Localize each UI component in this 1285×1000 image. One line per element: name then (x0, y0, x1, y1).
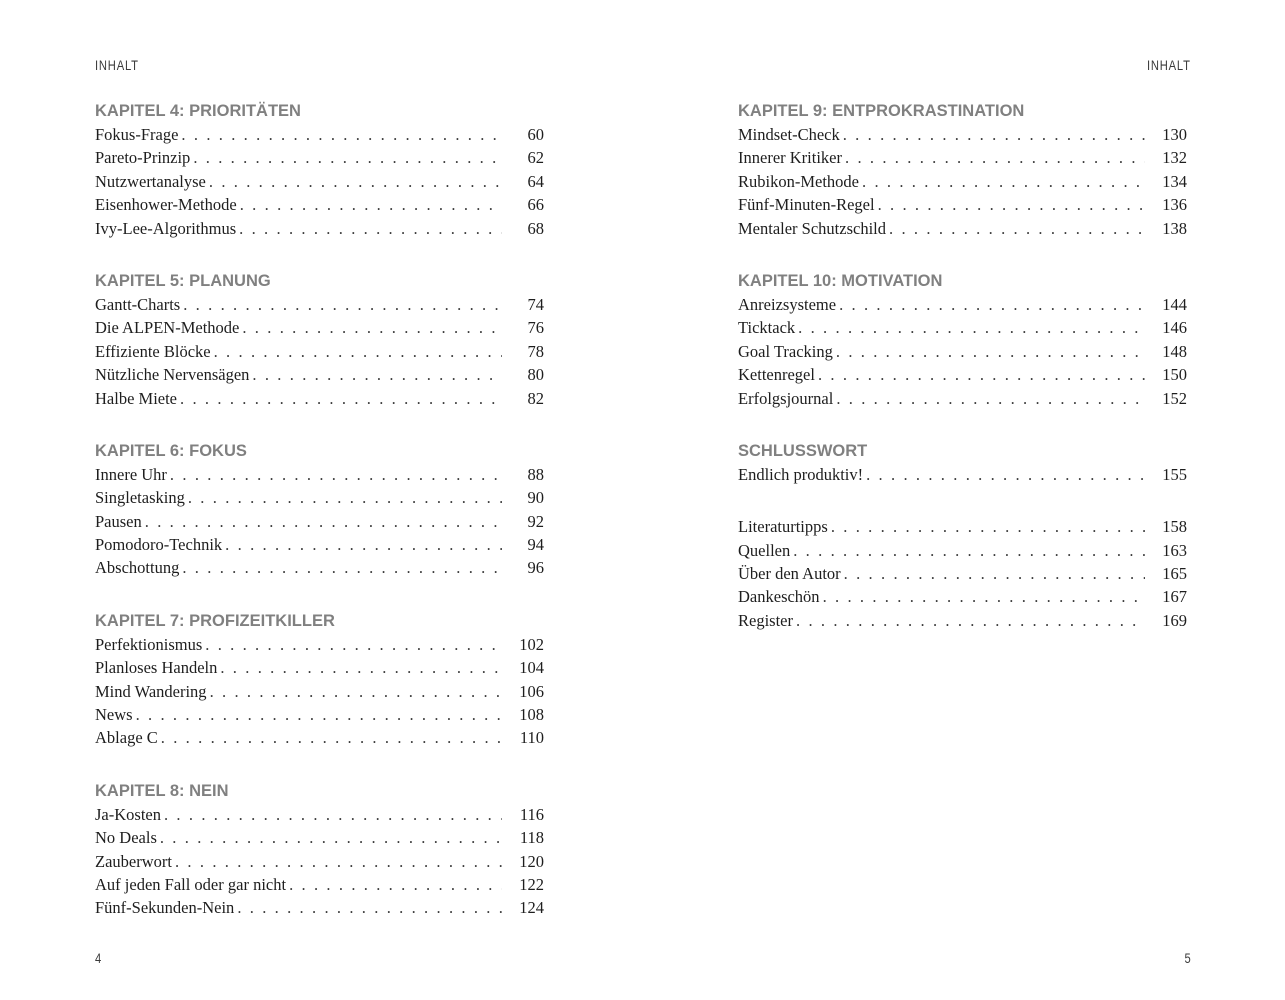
entry-title: Über den Autor (738, 564, 841, 584)
entry-page-number: 60 (527, 125, 544, 144)
dot-leader (188, 486, 502, 509)
entry-page-number: 90 (527, 488, 544, 508)
entry-page-number: 132 (1162, 148, 1187, 168)
toc-entry[interactable] (738, 193, 1187, 216)
entry-title: Kettenregel (738, 365, 815, 385)
entry-page-number: 92 (527, 511, 544, 531)
dot-leader (793, 539, 1145, 562)
entry-page-number: 130 (1162, 125, 1187, 144)
entry-page-number: 66 (527, 195, 544, 215)
entry-page-number: 167 (1162, 587, 1187, 607)
entry-page-number: 108 (519, 705, 544, 725)
toc-entry[interactable] (95, 850, 544, 873)
toc-entry[interactable] (738, 293, 1187, 316)
dot-leader (237, 896, 502, 919)
dot-leader (161, 726, 502, 749)
dot-leader (889, 217, 1145, 240)
toc-entry[interactable] (95, 703, 544, 726)
entry-title: Ablage C (95, 728, 158, 748)
entry-title: Pareto-Prinzip (95, 148, 191, 168)
entry-title: Auf jeden Fall oder gar nicht (95, 874, 287, 894)
toc-entry[interactable] (95, 217, 544, 240)
chapter-section (95, 439, 544, 580)
entry-page-number: 62 (527, 148, 544, 168)
toc-entry[interactable] (738, 217, 1187, 240)
entry-page-number: 138 (1162, 218, 1187, 238)
entry-title: Abschottung (95, 558, 180, 578)
dot-leader (839, 293, 1145, 316)
toc-entry[interactable] (95, 680, 544, 703)
toc-entry[interactable] (95, 463, 544, 486)
toc-entry[interactable] (95, 656, 544, 679)
toc-entry[interactable] (95, 170, 544, 193)
entry-page-number: 82 (527, 388, 544, 408)
page-number: 5 (1184, 950, 1191, 966)
chapter-heading: KAPITEL 5: PLANUNG (95, 271, 271, 290)
entry-page-number: 134 (1162, 171, 1187, 191)
dot-leader (145, 510, 502, 533)
dot-leader (818, 363, 1145, 386)
entry-title: Pausen (95, 511, 142, 531)
entry-page-number: 116 (519, 804, 544, 824)
entry-page-number: 78 (527, 341, 544, 361)
toc-entry[interactable] (738, 387, 1187, 410)
entry-title: Erfolgsjournal (738, 388, 834, 408)
entry-page-number: 110 (519, 728, 544, 748)
entry-page-number: 80 (527, 365, 544, 385)
entry-page-number: 169 (1162, 610, 1187, 630)
entry-page-number: 150 (1162, 365, 1187, 385)
toc-entry[interactable] (738, 340, 1187, 363)
entry-title: Rubikon-Methode (738, 171, 859, 191)
entry-page-number: 96 (527, 558, 544, 578)
entry-title: Ja-Kosten (95, 804, 161, 824)
entry-title: Endlich produktiv! (738, 464, 864, 484)
toc-entry[interactable] (738, 463, 1187, 486)
toc-entry[interactable] (95, 123, 544, 146)
entry-page-number: 146 (1162, 318, 1187, 338)
dot-leader (182, 556, 502, 579)
table-of-contents (738, 99, 1187, 661)
chapter-section (95, 779, 544, 920)
entry-title: Fünf-Sekunden-Nein (95, 898, 235, 918)
entry-title: Nützliche Nervensägen (95, 365, 250, 385)
entry-page-number: 94 (527, 535, 544, 555)
chapter-section (738, 269, 1187, 410)
entry-title: Mindset-Check (738, 125, 840, 144)
toc-entry[interactable] (738, 146, 1187, 169)
dot-leader (175, 850, 502, 873)
right-page (738, 0, 1191, 1000)
chapter-section (738, 99, 1187, 240)
entry-title: Halbe Miete (95, 388, 178, 408)
entry-title: Mind Wandering (95, 681, 207, 701)
entry-page-number: 122 (519, 874, 544, 894)
toc-entry[interactable] (95, 633, 544, 656)
entry-title: Dankeschön (738, 587, 820, 607)
toc-entry[interactable] (95, 363, 544, 386)
toc-entry[interactable] (95, 193, 544, 216)
entry-page-number: 163 (1162, 540, 1187, 560)
toc-entry[interactable] (95, 486, 544, 509)
dot-leader (220, 656, 502, 679)
dot-leader (193, 146, 502, 169)
toc-entry[interactable] (95, 533, 544, 556)
entry-page-number: 88 (527, 464, 544, 484)
toc-entry[interactable] (95, 146, 544, 169)
toc-entry[interactable] (95, 340, 544, 363)
entry-title: Eisenhower-Methode (95, 195, 237, 215)
chapter-heading: KAPITEL 9: ENTPROKRASTINATION (738, 102, 1025, 120)
entry-title: Zauberwort (95, 851, 172, 871)
dot-leader (183, 293, 502, 316)
dot-leader (181, 123, 502, 146)
toc-entry[interactable] (738, 316, 1187, 339)
entry-title: Gantt-Charts (95, 294, 181, 314)
chapter-heading: KAPITEL 8: NEIN (95, 781, 229, 800)
dot-leader (862, 170, 1145, 193)
entry-page-number: 148 (1162, 341, 1187, 361)
dot-leader (205, 633, 502, 656)
entry-page-number: 76 (527, 318, 544, 338)
chapter-heading: KAPITEL 6: FOKUS (95, 441, 247, 460)
entry-title: No Deals (95, 828, 157, 848)
entry-title: Nutzwertanalyse (95, 171, 206, 191)
dot-leader (252, 363, 502, 386)
entry-page-number: 64 (527, 171, 544, 191)
toc-entry[interactable] (95, 803, 544, 826)
chapter-heading: KAPITEL 10: MOTIVATION (738, 271, 943, 290)
chapter-section (738, 515, 1187, 632)
entry-title: Fünf-Minuten-Regel (738, 195, 875, 215)
chapter-heading: KAPITEL 7: PROFIZEITKILLER (95, 611, 335, 630)
entry-page-number: 104 (519, 658, 544, 678)
toc-entry[interactable] (95, 556, 544, 579)
dot-leader (844, 562, 1145, 585)
entry-title: Innerer Kritiker (738, 148, 842, 168)
entry-title: Singletasking (95, 488, 185, 508)
toc-entry[interactable] (738, 609, 1187, 632)
dot-leader (866, 463, 1145, 486)
entry-title: Pomodoro-Technik (95, 535, 223, 555)
entry-title: Goal Tracking (738, 341, 833, 361)
toc-entry[interactable] (738, 363, 1187, 386)
dot-leader (210, 680, 502, 703)
dot-leader (831, 515, 1145, 538)
chapter-section (95, 609, 544, 750)
entry-page-number: 120 (519, 851, 544, 871)
dot-leader (843, 123, 1145, 146)
chapter-heading: KAPITEL 4: PRIORITÄTEN (95, 102, 301, 120)
toc-entry[interactable] (95, 316, 544, 339)
dot-leader (836, 340, 1145, 363)
toc-entry[interactable] (738, 562, 1187, 585)
entry-page-number: 155 (1162, 464, 1187, 484)
entry-page-number: 165 (1162, 564, 1187, 584)
entry-title: Ivy-Lee-Algorithmus (95, 218, 237, 238)
entry-title: Anreizsysteme (738, 294, 837, 314)
entry-page-number: 106 (519, 681, 544, 701)
dot-leader (180, 387, 502, 410)
dot-leader (225, 533, 502, 556)
entry-title: Planloses Handeln (95, 658, 218, 678)
dot-leader (836, 387, 1145, 410)
dot-leader (242, 316, 502, 339)
entry-page-number: 74 (527, 294, 544, 314)
dot-leader (289, 873, 502, 896)
dot-leader (239, 217, 502, 240)
entry-page-number: 102 (519, 634, 544, 654)
toc-entry[interactable] (95, 293, 544, 316)
entry-title: Register (738, 610, 793, 630)
dot-leader (170, 463, 502, 486)
toc-entry[interactable] (738, 515, 1187, 538)
entry-title: Perfektionismus (95, 634, 203, 654)
entry-page-number: 68 (527, 218, 544, 238)
entry-page-number: 144 (1162, 294, 1187, 314)
toc-entry[interactable] (95, 896, 544, 919)
dot-leader (209, 170, 502, 193)
toc-entry[interactable] (738, 539, 1187, 562)
dot-leader (136, 703, 502, 726)
toc-entry[interactable] (95, 387, 544, 410)
entry-title: Fokus-Frage (95, 125, 179, 144)
entry-title: Die ALPEN-Methode (95, 318, 240, 338)
chapter-section (738, 439, 1187, 486)
toc-entry[interactable] (95, 873, 544, 896)
entry-title: Mentaler Schutzschild (738, 218, 887, 238)
toc-entry[interactable] (95, 510, 544, 533)
toc-entry[interactable] (738, 123, 1187, 146)
dot-leader (798, 316, 1145, 339)
running-head: INHALT (1147, 57, 1191, 73)
dot-leader (240, 193, 502, 216)
left-page (95, 0, 544, 1000)
running-head: INHALT (95, 57, 139, 73)
toc-entry[interactable] (95, 826, 544, 849)
chapter-section (95, 99, 544, 240)
toc-entry[interactable] (738, 585, 1187, 608)
chapter-heading: SCHLUSSWORT (738, 441, 868, 460)
dot-leader (845, 146, 1145, 169)
dot-leader (796, 609, 1145, 632)
toc-entry[interactable] (95, 726, 544, 749)
dot-leader (878, 193, 1145, 216)
entry-title: Innere Uhr (95, 464, 167, 484)
page-number: 4 (95, 950, 102, 966)
entry-title: News (95, 705, 133, 725)
entry-page-number: 152 (1162, 388, 1187, 408)
entry-page-number: 124 (519, 898, 544, 918)
entry-page-number: 136 (1162, 195, 1187, 215)
chapter-section (95, 269, 544, 410)
dot-leader (164, 803, 502, 826)
table-of-contents (95, 99, 544, 949)
entry-page-number: 158 (1162, 517, 1187, 537)
entry-title: Effiziente Blöcke (95, 341, 211, 361)
dot-leader (160, 826, 502, 849)
dot-leader (214, 340, 502, 363)
entry-title: Ticktack (738, 318, 796, 338)
dot-leader (823, 585, 1145, 608)
toc-entry[interactable] (738, 170, 1187, 193)
entry-title: Literaturtipps (738, 517, 828, 537)
entry-title: Quellen (738, 540, 791, 560)
entry-page-number: 118 (519, 828, 544, 848)
